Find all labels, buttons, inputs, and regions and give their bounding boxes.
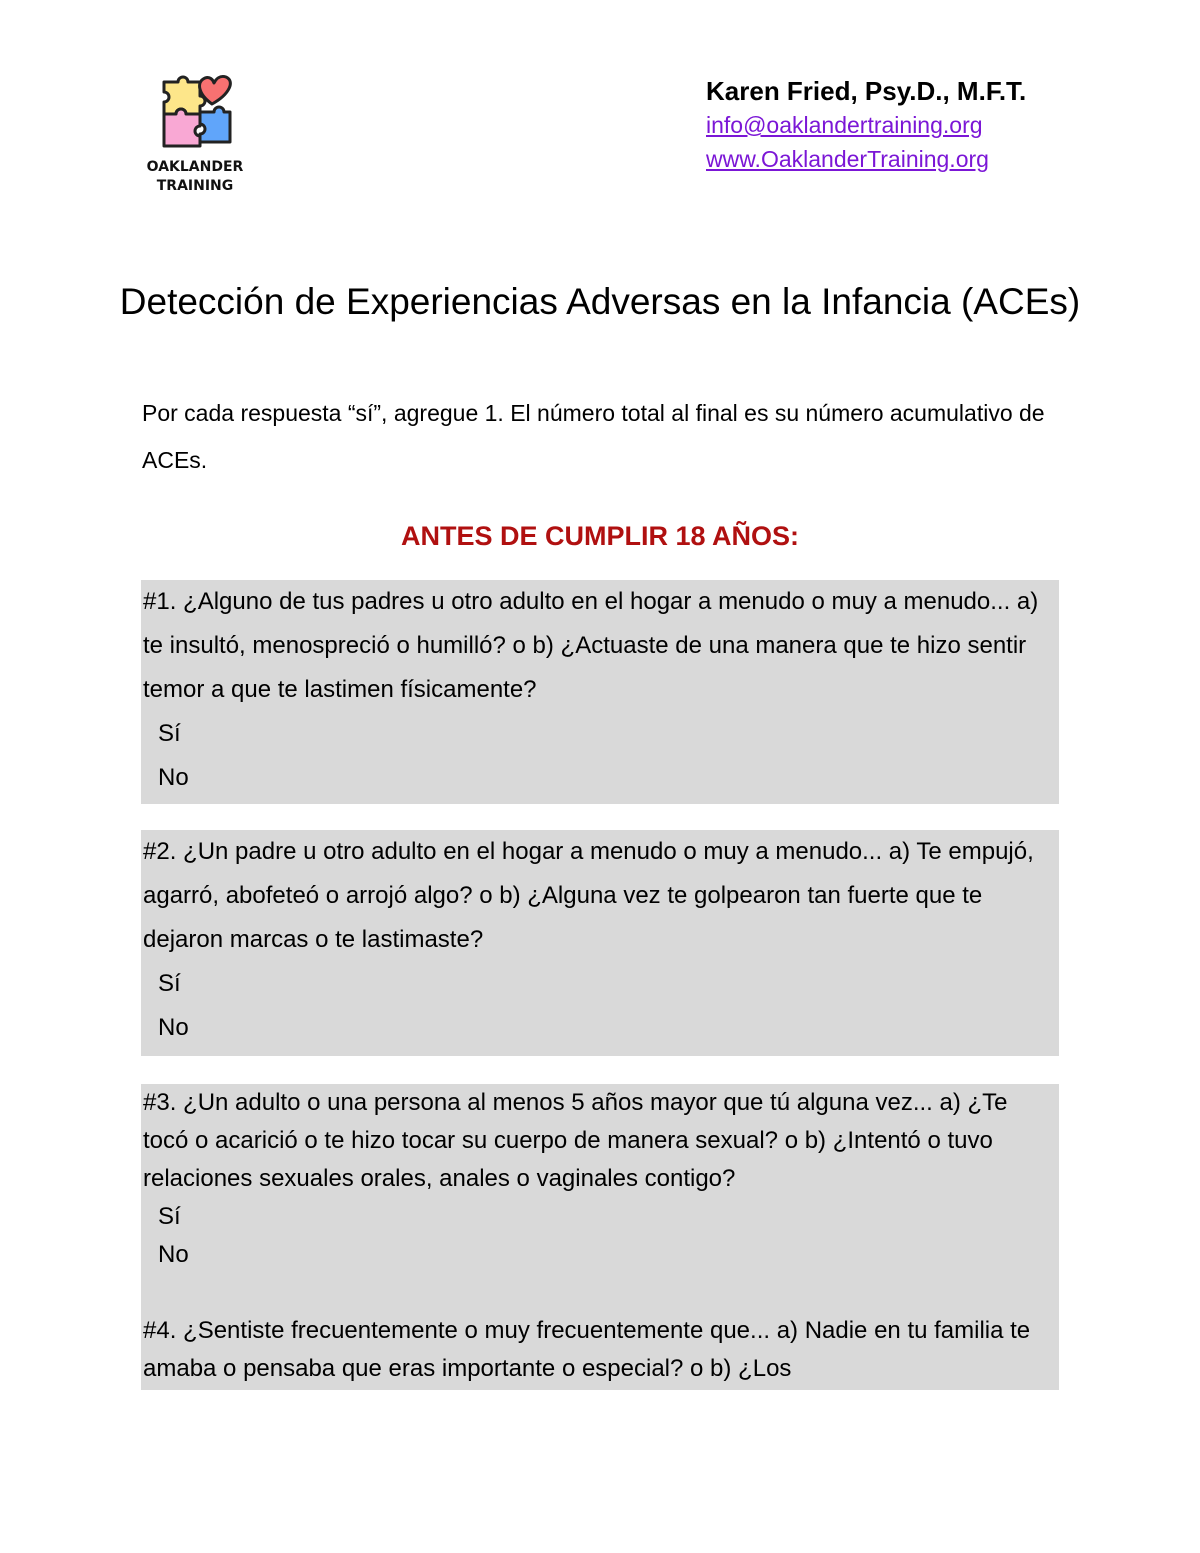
option-no-3[interactable]: No <box>158 1241 189 1268</box>
option-yes-3[interactable]: Sí <box>158 1203 181 1230</box>
question-text-2: #2. ¿Un padre u otro adulto en el hogar a menudo o muy a menudo... a) Te empujó, agarró, abofeteó o arrojó algo? o b) ¿Alguna vez te golpearon tan fuerte que te dejaron marcas o te lastimaste? <box>143 838 1034 953</box>
section-heading: ANTES DE CUMPLIR 18 AÑOS: <box>400 521 800 551</box>
question-text-1: #1. ¿Alguno de tus padres u otro adulto en el hogar a menudo o muy a menudo... a) te insultó, menospreció o humilló? o b) ¿Actuaste de una manera que te hizo sentir temor a que te lastimen físicamente? <box>143 588 1039 703</box>
question-box-2 <box>141 830 1059 1056</box>
contact-block <box>706 74 1026 176</box>
email-link[interactable]: info@oaklandertraining.org <box>706 112 983 138</box>
oaklander-logo <box>140 72 250 202</box>
question-box-1 <box>141 580 1059 804</box>
puzzle-heart-icon <box>150 72 240 152</box>
question-box-3-4 <box>141 1084 1059 1390</box>
option-no-2[interactable]: No <box>158 1014 189 1041</box>
question-text-3: #3. ¿Un adulto o una persona al menos 5 años mayor que tú alguna vez... a) ¿Te tocó o acarició o te hizo tocar su cuerpo de manera sexual? o b) ¿Intentó o tuvo relaciones sexuales orales, anales o vaginales contigo? <box>143 1089 1008 1192</box>
author-name: Karen Fried, Psy.D., M.F.T. <box>706 76 1027 106</box>
intro-text: Por cada respuesta “sí”, agregue 1. El número total al final es su número acumulativo de ACEs. <box>142 400 1045 473</box>
logo-text-line1: OAKLANDER <box>146 159 244 175</box>
option-no-1[interactable]: No <box>158 764 189 791</box>
website-link[interactable]: www.OaklanderTraining.org <box>706 146 989 172</box>
option-yes-2[interactable]: Sí <box>158 970 181 997</box>
question-text-4: #4. ¿Sentiste frecuentemente o muy frecuentemente que... a) Nadie en tu familia te amaba o pensaba que eras importante o especial? o b) ¿Los <box>143 1317 1031 1382</box>
spacer <box>143 1274 1059 1312</box>
document-title: Detección de Experiencias Adversas en la Infancia (ACEs) <box>119 281 1081 322</box>
option-yes-1[interactable]: Sí <box>158 720 181 747</box>
logo-text-line2: TRAINING <box>156 178 234 194</box>
